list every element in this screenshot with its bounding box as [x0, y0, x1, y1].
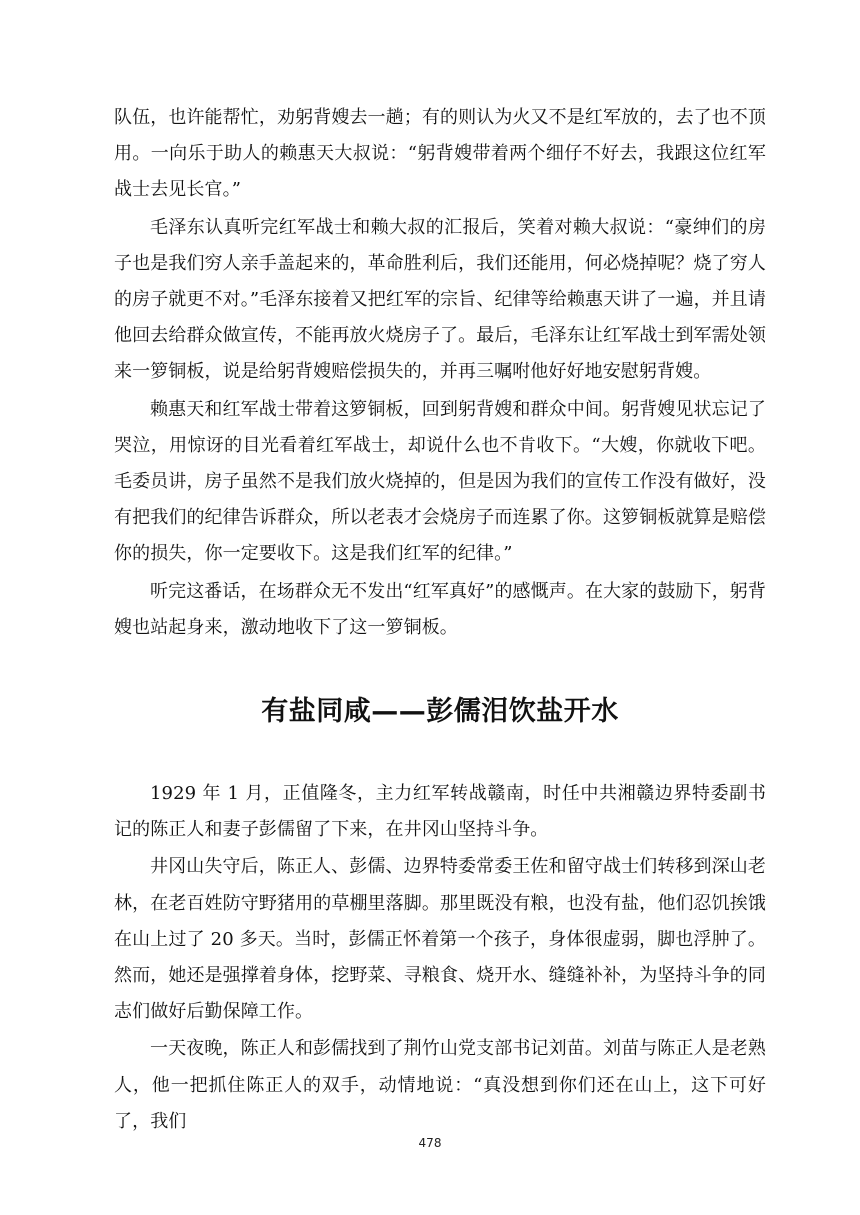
paragraph-5: 1929 年 1 月，正值隆冬，主力红军转战赣南，时任中共湘赣边界特委副书记的陈正人和妻子彭儒留了下来，在井冈山坚持斗争。: [114, 783, 766, 841]
paragraph-7: 一天夜晚，陈正人和彭儒找到了荆竹山党支部书记刘苗。刘苗与陈正人是老熟人，他一把抓住陈正人的双手，动情地说：“真没想到你们还在山上，这下可好了，我们: [114, 1038, 766, 1132]
paragraph-1: 队伍，也许能帮忙，劝躬背嫂去一趟；有的则认为火又不是红军放的，去了也不顶用。一向乐于助人的赖惠天大叔说：“躬背嫂带着两个细仔不好去，我跟这位红军战士去见长官。”: [114, 107, 766, 201]
document-page: [114, 100, 766, 1140]
paragraph-3: 赖惠天和红军战士带着这箩铜板，回到躬背嫂和群众中间。躬背嫂见状忘记了哭泣，用惊讶的目光看着红军战士，却说什么也不肯收下。“大嫂，你就收下吧。毛委员讲，房子虽然不是我们放火烧掉的，但是因为我们的宣传工作没有做好，没有把我们的纪律告诉群众，所以老表才会烧房子而连累了你。这箩铜板就算是赔偿你的损失，你一定要收下。这是我们红军的纪律。”: [114, 398, 766, 565]
paragraph-6: 井冈山失守后，陈正人、彭儒、边界特委常委王佐和留守战士们转移到深山老林，在老百姓防守野猪用的草棚里落脚。那里既没有粮，也没有盐，他们忍饥挨饿在山上过了 20 多天。当时，彭儒正怀着第一个孩子，身体很虚弱，脚也浮肿了。然而，她还是强撑着身体，挖野菜、寻粮食、烧开水、缝缝补补，为坚持斗争的同志们做好后勤保障工作。: [114, 856, 766, 1023]
section-heading: 有盐同咸——彭儒泪饮盐开水: [261, 696, 619, 728]
paragraph-4: 听完这番话，在场群众无不发出“红军真好”的感慨声。在大家的鼓励下，躬背嫂也站起身来，激动地收下了这一箩铜板。: [114, 580, 766, 638]
page-number: 478: [418, 1136, 442, 1150]
paragraph-2: 毛泽东认真听完红军战士和赖大叔的汇报后，笑着对赖大叔说：“豪绅们的房子也是我们穷人亲手盖起来的，革命胜利后，我们还能用，何必烧掉呢？烧了穷人的房子就更不对。”毛泽东接着又把红军的宗旨、纪律等给赖惠天讲了一遍，并且请他回去给群众做宣传，不能再放火烧房子了。最后，毛泽东让红军战士到军需处领来一箩铜板，说是给躬背嫂赔偿损失的，并再三嘱咐他好好地安慰躬背嫂。: [114, 216, 766, 383]
